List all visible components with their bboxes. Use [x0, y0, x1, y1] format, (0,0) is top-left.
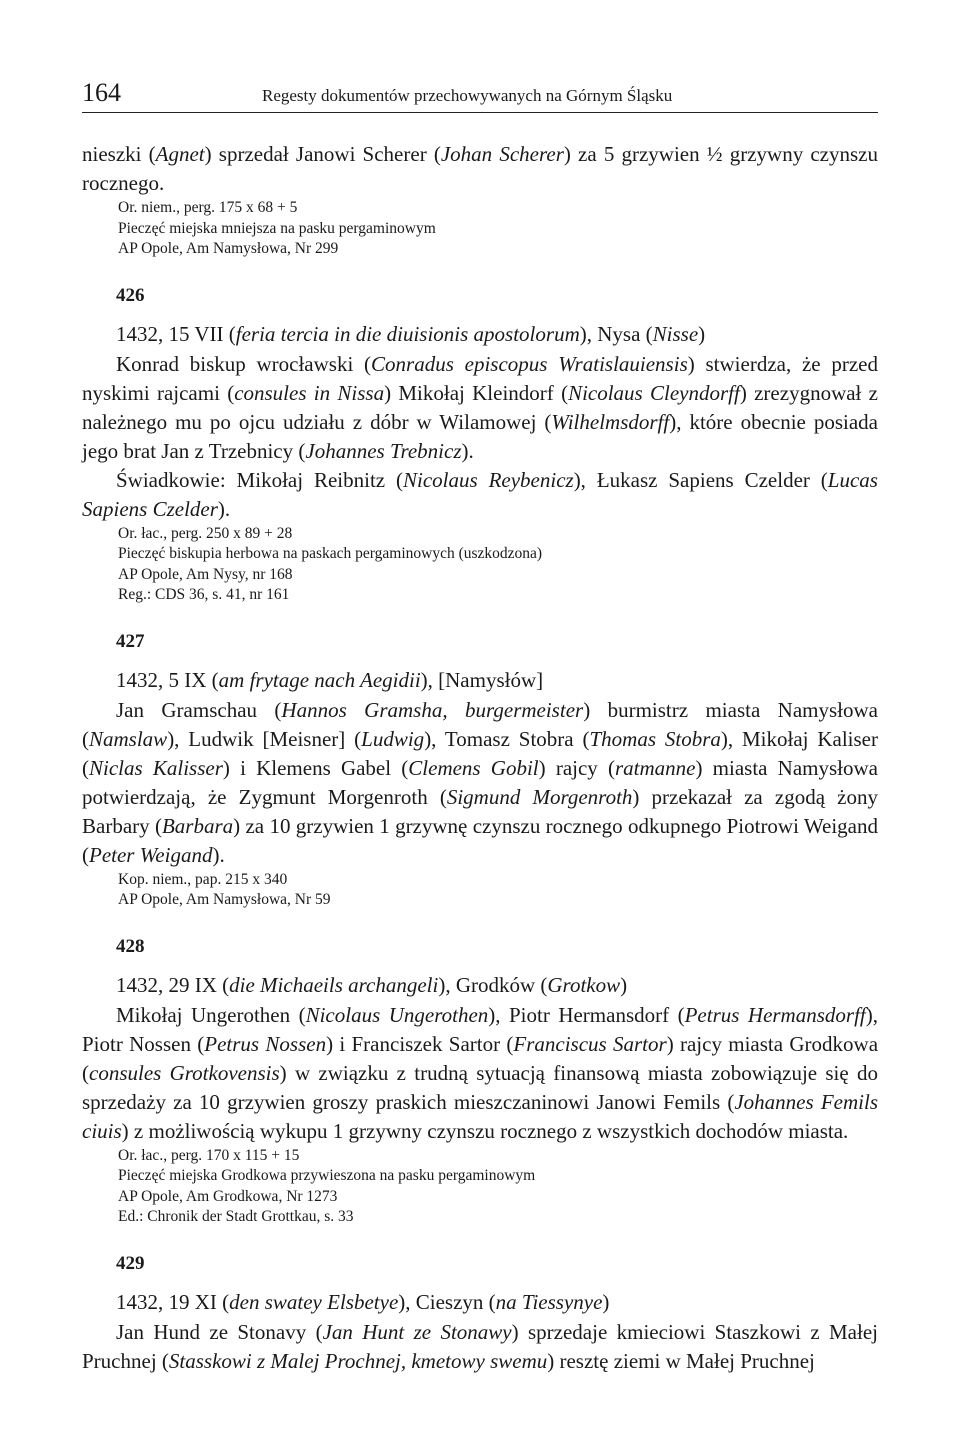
latin-term: Ludwig — [361, 726, 425, 751]
metadata-line: Reg.: CDS 36, s. 41, nr 161 — [118, 586, 290, 603]
regest-entry — [82, 284, 878, 606]
metadata-line: Kop. niem., pap. 215 x 340 — [118, 870, 288, 888]
running-title: Regesty dokumentów przechowywanych na Górnym Śląsku — [262, 86, 673, 105]
entry-dateline: 1432, 5 IX (am frytage nach Aegidii), [Namysłów] — [116, 667, 544, 692]
latin-term: Nicolaus Reybenicz — [403, 467, 574, 492]
entry-number: 429 — [116, 1252, 145, 1274]
metadata-line: Or. niem., perg. 175 x 68 + 5 — [118, 199, 298, 216]
latin-term: na Tiessynye — [495, 1289, 603, 1314]
regest-entry — [82, 935, 878, 1228]
entry-paragraph: Mikołaj Ungerothen (Nicolaus Ungerothen), Piotr Hermansdorf (Petrus Hermansdorff), Piotr Nossen (Petrus Nossen) i Franciszek Sartor (Franciscus Sartor) rajcy miasta Grodkowa (consules Grotkovensis) w związku z trudną sytuacją finansową miasta zobowiązuje się do sprzedaży za 10 grzywien groszy praskich mieszczaninowi Janowi Femils (Johannes Femils ciuis) z możliwością wykupu 1 grzywny czynszu rocznego z wszystkich dochodów miasta. — [82, 1002, 879, 1143]
continued-metadata — [82, 198, 878, 260]
latin-term: Wilhelmsdorff — [551, 409, 670, 434]
latin-term: Peter Weigand — [89, 842, 213, 867]
latin-term: Johannes Trebnicz — [305, 438, 462, 463]
latin-term: Stasskowi z Malej Prochnej, kmetowy swemu — [168, 1348, 548, 1373]
latin-term: Thomas Stobra — [589, 726, 721, 751]
latin-term: Lucas Sapiens Czelder — [82, 467, 878, 521]
latin-term: den swatey Elsbetye — [229, 1289, 399, 1314]
regest-entry — [82, 630, 878, 911]
latin-term: Nisse — [652, 321, 699, 346]
metadata-line: Or. łac., perg. 250 x 89 + 28 — [118, 524, 293, 542]
latin-term: Niclas Kalisser — [89, 755, 223, 780]
entry-number: 428 — [116, 935, 145, 957]
metadata-line: AP Opole, Am Namysłowa, Nr 59 — [118, 891, 331, 908]
metadata-line: AP Opole, Am Grodkowa, Nr 1273 — [118, 1187, 338, 1205]
latin-term: Hannos Gramsha, burgermeister — [281, 697, 584, 722]
entry-dateline: 1432, 29 IX (die Michaeils archangeli), Grodków (Grotkow) — [116, 972, 628, 997]
entry-paragraph: Konrad biskup wrocławski (Conradus episcopus Wratislauiensis) stwierdza, że przed nyskimi rajcami (consules in Nissa) Mikołaj Kleindorf (Nicolaus Cleyndorff) zrezygnował z należnego mu po ojcu udziału z dóbr w Wilamowej (Wilhelmsdorff), które obecnie posiada jego brat Jan z Trzebnicy (Johannes Trebnicz). — [82, 351, 878, 463]
latin-term: die Michaeils archangeli — [229, 972, 439, 997]
latin-term: Grotkow — [547, 972, 621, 997]
metadata-line: Pieczęć miejska Grodkowa przywieszona na pasku pergaminowym — [118, 1167, 536, 1184]
latin-term: Conradus episcopus Wratislauiensis — [371, 351, 688, 376]
latin-term: Petrus Nossen — [204, 1031, 327, 1056]
entry-paragraph: Świadkowie: Mikołaj Reibnitz (Nicolaus Reybenicz), Łukasz Sapiens Czelder (Lucas Sapiens Czelder). — [82, 467, 878, 521]
entry-dateline: 1432, 15 VII (feria tercia in die diuisionis apostolorum), Nysa (Nisse) — [116, 321, 706, 346]
regest-entry — [82, 1252, 878, 1376]
latin-term: Nicolaus Ungerothen — [305, 1002, 489, 1027]
latin-term: Johan Scherer — [440, 142, 564, 166]
latin-term: Petrus Hermansdorff — [684, 1002, 866, 1027]
latin-term: Barbara — [161, 813, 234, 838]
entries-list — [82, 284, 878, 1376]
metadata-line: AP Opole, Am Nysy, nr 168 — [118, 565, 293, 583]
latin-term: ratmanne — [614, 755, 696, 780]
latin-term: Jan Hunt ze Stonawy — [322, 1319, 512, 1344]
latin-term: consules in Nissa — [234, 380, 385, 405]
latin-term: Nicolaus Cleyndorff — [568, 380, 740, 405]
metadata-line: Pieczęć miejska mniejsza na pasku pergaminowym — [118, 219, 436, 237]
entry-paragraph: Jan Hund ze Stonavy (Jan Hunt ze Stonawy) sprzedaje kmieciowi Staszkowi z Małej Pruchnej (Stasskowi z Malej Prochnej, kmetowy swemu) resztę ziemi w Małej Pruchnej — [82, 1319, 878, 1373]
metadata-line: Or. łac., perg. 170 x 115 + 15 — [118, 1146, 300, 1164]
latin-term: Sigmund Morgenroth — [446, 784, 633, 809]
page-content — [82, 140, 878, 1376]
latin-term: Franciscus Sartor — [513, 1031, 667, 1056]
latin-term: feria tercia in die diuisionis apostolorum — [235, 321, 580, 346]
latin-term: Agnet — [155, 142, 205, 166]
entry-number: 427 — [116, 630, 145, 652]
latin-term: Namslaw — [89, 726, 168, 751]
metadata-line: Ed.: Chronik der Stadt Grottkau, s. 33 — [118, 1208, 354, 1225]
latin-term: consules Grotkovensis — [89, 1060, 280, 1085]
metadata-line: AP Opole, Am Namysłowa, Nr 299 — [118, 240, 339, 257]
entry-number: 426 — [116, 284, 145, 306]
latin-term: am frytage nach Aegidii — [218, 667, 421, 692]
page-number: 164 — [82, 78, 121, 107]
entry-paragraph: Jan Gramschau (Hannos Gramsha, burgermeister) burmistrz miasta Namysłowa (Namslaw), Ludwik [Meisner] (Ludwig), Tomasz Stobra (Thomas Stobra), Mikołaj Kaliser (Niclas Kalisser) i Klemens Gabel (Clemens Gobil) rajcy (ratmanne) miasta Namysłowa potwierdzają, że Zygmunt Morgenroth (Sigmund Morgenroth) przekazał za zgodą żony Barbary (Barbara) za 10 grzywien 1 grzywnę czynszu rocznego odkupnego Piotrowi Weigand (Peter Weigand). — [82, 697, 878, 867]
latin-term: Johannes Femils ciuis — [82, 1089, 878, 1143]
latin-term: Clemens Gobil — [408, 755, 539, 780]
metadata-line: Pieczęć biskupia herbowa na paskach pergaminowych (uszkodzona) — [118, 545, 543, 562]
continued-paragraph: nieszki (Agnet) sprzedał Janowi Scherer (Johan Scherer) za 5 grzywien ½ grzywny czynszu rocznego. — [82, 142, 878, 195]
page-header — [82, 76, 878, 113]
entry-dateline: 1432, 19 XI (den swatey Elsbetye), Cieszyn (na Tiessynye) — [116, 1289, 610, 1314]
